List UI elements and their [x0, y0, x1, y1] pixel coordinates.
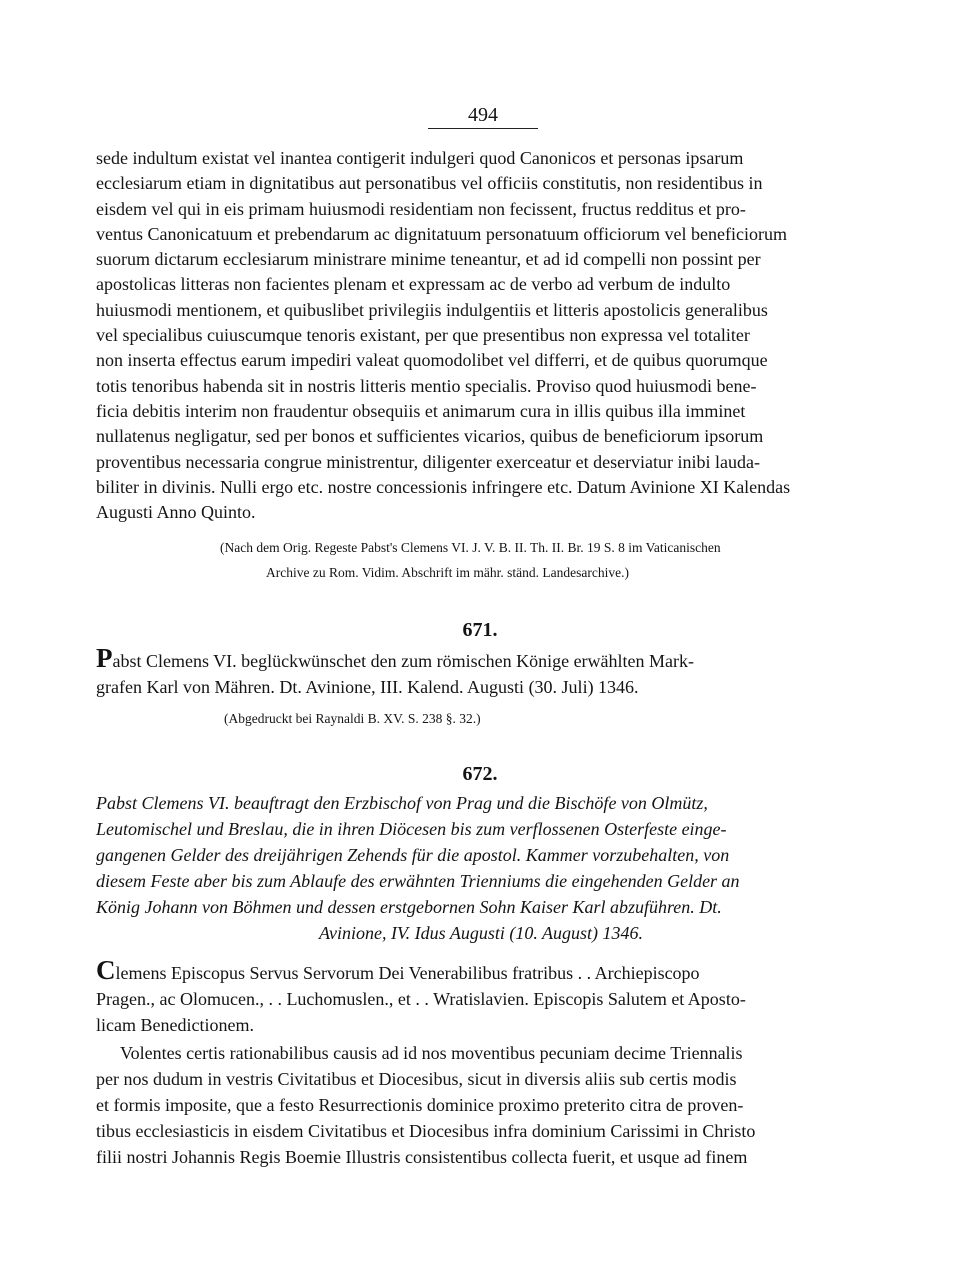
text-line: nullatenus negligatur, sed per bonos et sufficientes vicarios, quibus de beneficiorum ipsorum [96, 426, 764, 447]
doc-672-text [96, 1040, 866, 1170]
doc-672-regest [96, 790, 866, 946]
regest-line: Pabst Clemens VI. beauftragt den Erzbischof von Prag und die Bischöfe von Olmütz, [96, 793, 708, 813]
salutation-line: Pragen., ac Olomucen., . . Luchomuslen., et . . Wratislavien. Episcopis Salutem et Aposto- [96, 989, 746, 1009]
regest-line: diesem Feste aber bis zum Ablaufe des erwähnten Trienniums die eingehenden Gelder an [96, 871, 740, 891]
regest-line: grafen Karl von Mähren. Dt. Avinione, III. Kalend. Augusti (30. Juli) 1346. [96, 677, 639, 697]
text-line: biliter in divinis. Nulli ergo etc. nostre concessionis infringere etc. Datum Avinione XI Kalendas [96, 476, 791, 497]
document-number: 671. [462, 619, 498, 641]
text-line: Augusti Anno Quinto. [96, 502, 256, 523]
source-note: (Nach dem Orig. Regeste Pabst's Clemens VI. J. V. B. II. Th. II. Br. 19 S. 8 im Vaticanischen [220, 540, 721, 555]
drop-cap: C [96, 955, 116, 985]
salutation-line: lemens Episcopus Servus Servorum Dei Venerabilibus fratribus . . Archiepiscopo [115, 963, 700, 983]
text-line: non inserta effectus earum impediri valeat quomodolibet vel differri, et de quibus quorumque [96, 350, 768, 371]
text-line: filii nostri Johannis Regis Boemie Illustris consistentibus collecta fuerit, et usque ad finem [96, 1147, 748, 1167]
regest-line: Avinione, IV. Idus Augusti (10. August) 1346. [319, 923, 643, 943]
text-line: totis tenoribus habenda sit in nostris litteris mentio specialis. Proviso quod huiusmodi bene- [96, 375, 757, 396]
salutation-line: licam Benedictionem. [96, 1015, 254, 1035]
text-line: ventus Canonicatuum et prebendarum ac dignitatuum personatuum officiorum vel beneficiorum [96, 223, 787, 244]
source-note: (Abgedruckt bei Raynaldi B. XV. S. 238 §. 32.) [224, 711, 481, 726]
text-line: Volentes certis rationabilibus causis ad id nos moventibus pecuniam decime Triennalis [120, 1043, 743, 1063]
regest-line: gangenen Gelder des dreijährigen Zehends für die apostol. Kammer vorzubehalten, von [96, 845, 730, 865]
text-line: apostolicas litteras non facientes plenam et expressam ac de verbo ad verbum de indulto [96, 274, 731, 295]
text-line: proventibus necessaria congrue ministrentur, diligenter exerceatur et deserviatur inibi lauda- [96, 451, 761, 472]
regest-line: König Johann von Böhmen und dessen erstgebornen Sohn Kaiser Karl abzuführen. Dt. [96, 897, 722, 917]
regest-line: abst Clemens VI. beglückwünschet den zum römischen Könige erwählten Mark- [112, 651, 695, 671]
text-line: ecclesiarum etiam in dignitatibus aut personatibus vel officiis constitutis, non residentibus in [96, 173, 763, 194]
page-number: 494 [468, 104, 498, 126]
text-line: ficia debitis interim non fraudentur obsequiis et animarum cura in illis quibus illa imminet [96, 400, 746, 421]
doc-670-text [96, 146, 866, 525]
text-line: et formis imposite, que a festo Resurrectionis dominice proximo preterito citra de proven- [96, 1095, 744, 1115]
regest-line: Leutomischel und Breslau, die in ihren Diöcesen bis zum verflossenen Osterfeste einge- [96, 819, 727, 839]
text-line: tibus ecclesiasticis in eisdem Civitatibus et Diocesibus infra dominium Carissimi in Christo [96, 1121, 756, 1141]
text-line: huiusmodi mentionem, et quibuslibet privilegiis indulgentiis et litteris apostolicis generalibus [96, 299, 768, 320]
text-line: per nos dudum in vestris Civitatibus et Diocesibus, sicut in diversis aliis sub certis modis [96, 1069, 737, 1089]
text-line: vel specialibus cuiuscumque tenoris existant, per que presentibus non expressa vel totaliter [96, 325, 750, 346]
text-line: suorum dictarum ecclesiarum ministrare minime teneantur, et ad id compelli non possint per [96, 249, 761, 270]
text-line: sede indultum existat vel inantea contigerit indulgeri quod Canonicos et personas ipsarum [96, 148, 744, 168]
drop-cap: P [96, 643, 113, 673]
header-rule [428, 128, 538, 129]
text-line: eisdem vel qui in eis primam huiusmodi residentiam non fecissent, fructus redditus et pro- [96, 198, 746, 219]
source-note: Archive zu Rom. Vidim. Abschrift im mähr. ständ. Landesarchive.) [266, 565, 629, 580]
doc-672-salutation [96, 955, 866, 1038]
doc-671-regest [96, 643, 866, 700]
document-number: 672. [462, 763, 498, 785]
